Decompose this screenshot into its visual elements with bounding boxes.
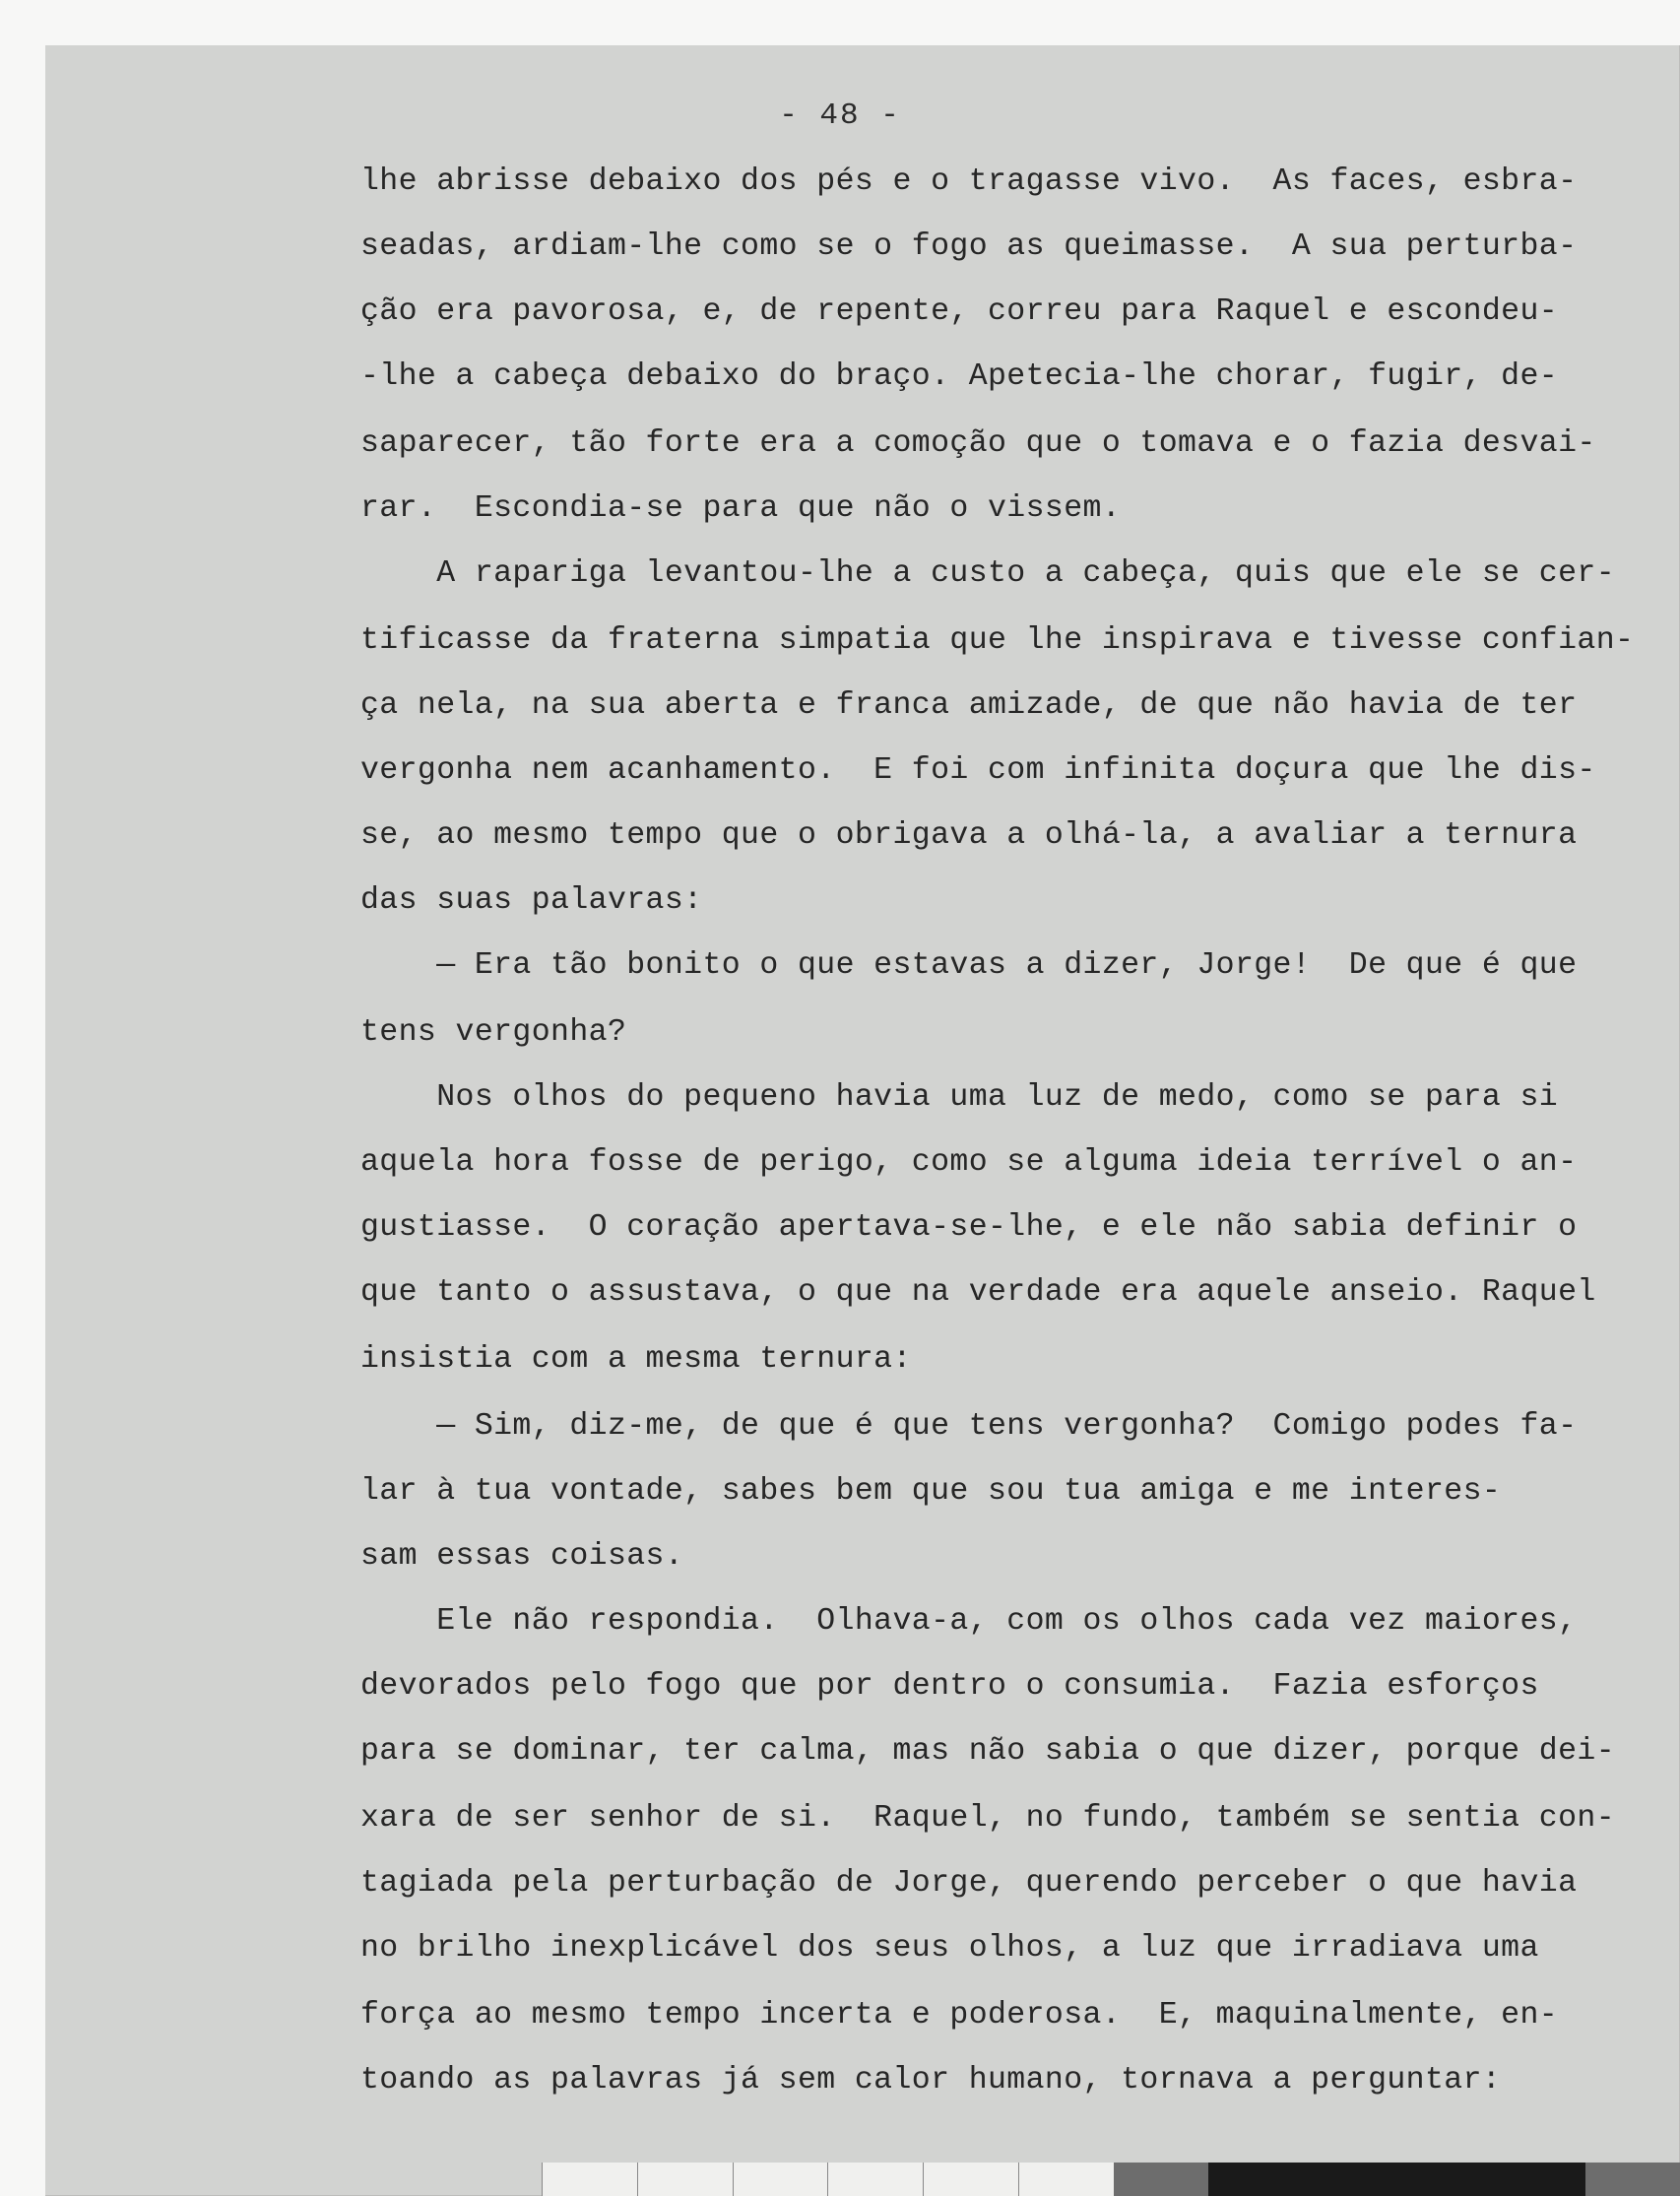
text-line: para se dominar, ter calma, mas não sabia o que dizer, porque dei- (360, 1734, 1616, 1769)
ruler-segment (1114, 2163, 1208, 2196)
text-line: força ao mesmo tempo incerta e poderosa. E, maquinalmente, en- (360, 1998, 1559, 2033)
text-line: gustiasse. O coração apertava-se-lhe, e ele não sabia definir o (360, 1210, 1578, 1245)
text-line: insistia com a mesma ternura: (360, 1342, 912, 1377)
page-number: - 48 - (779, 98, 901, 133)
ruler-segment (1208, 2163, 1303, 2196)
ruler-segment (1396, 2163, 1491, 2196)
text-line: ção era pavorosa, e, de repente, correu para Raquel e escondeu- (360, 294, 1559, 329)
text-line: — Era tão bonito o que estavas a dizer, Jorge! De que é que (360, 948, 1578, 983)
text-line: sam essas coisas. (360, 1539, 684, 1574)
ruler-segment (733, 2163, 828, 2196)
ruler-segment (827, 2163, 923, 2196)
text-line: no brilho inexplicável dos seus olhos, a luz que irradiava uma (360, 1931, 1539, 1966)
text-line: tagiada pela perturbação de Jorge, querendo perceber o que havia (360, 1866, 1578, 1901)
ruler-segment (542, 2163, 637, 2196)
text-line: tificasse da fraterna simpatia que lhe inspirava e tivesse confian- (360, 623, 1635, 658)
text-line: que tanto o assustava, o que na verdade era aquele anseio. Raquel (360, 1275, 1596, 1310)
text-line: lar à tua vontade, sabes bem que sou tua amiga e me interes- (360, 1474, 1502, 1509)
text-line: toando as palavras já sem calor humano, tornava a perguntar: (360, 2063, 1502, 2098)
ruler-segment (637, 2163, 733, 2196)
text-line: se, ao mesmo tempo que o obrigava a olhá-la, a avaliar a ternura (360, 818, 1578, 853)
ruler-segment (1585, 2163, 1680, 2196)
text-line: lhe abrisse debaixo dos pés e o tragasse vivo. As faces, esbra- (360, 164, 1578, 199)
text-line: devorados pelo fogo que por dentro o consumia. Fazia esforços (360, 1669, 1539, 1704)
text-line: vergonha nem acanhamento. E foi com infinita doçura que lhe dis- (360, 753, 1596, 788)
ruler-segment (1491, 2163, 1585, 2196)
text-line: ça nela, na sua aberta e franca amizade, de que não havia de ter (360, 688, 1578, 723)
text-line: rar. Escondia-se para que não o vissem. (360, 491, 1122, 526)
text-line: A rapariga levantou-lhe a custo a cabeça, quis que ele se cer- (360, 556, 1616, 591)
text-line: tens vergonha? (360, 1015, 627, 1050)
text-line: aquela hora fosse de perigo, como se alguma ideia terrível o an- (360, 1145, 1578, 1180)
text-line: Ele não respondia. Olhava-a, com os olhos cada vez maiores, (360, 1604, 1578, 1639)
text-line: seadas, ardiam-lhe como se o fogo as queimasse. A sua perturba- (360, 229, 1578, 264)
ruler-segment (1018, 2163, 1114, 2196)
text-line: — Sim, diz-me, de que é que tens vergonha? Comigo podes fa- (360, 1409, 1578, 1444)
text-line: saparecer, tão forte era a comoção que o tomava e o fazia desvai- (360, 426, 1596, 461)
ruler-segment (1303, 2163, 1397, 2196)
text-line: xara de ser senhor de si. Raquel, no fundo, também se sentia con- (360, 1801, 1616, 1836)
text-line: Nos olhos do pequeno havia uma luz de medo, como se para si (360, 1080, 1559, 1115)
text-line: -lhe a cabeça debaixo do braço. Apetecia-lhe chorar, fugir, de- (360, 359, 1559, 394)
scale-ruler (542, 2163, 1680, 2196)
ruler-segment (923, 2163, 1018, 2196)
text-line: das suas palavras: (360, 883, 703, 918)
